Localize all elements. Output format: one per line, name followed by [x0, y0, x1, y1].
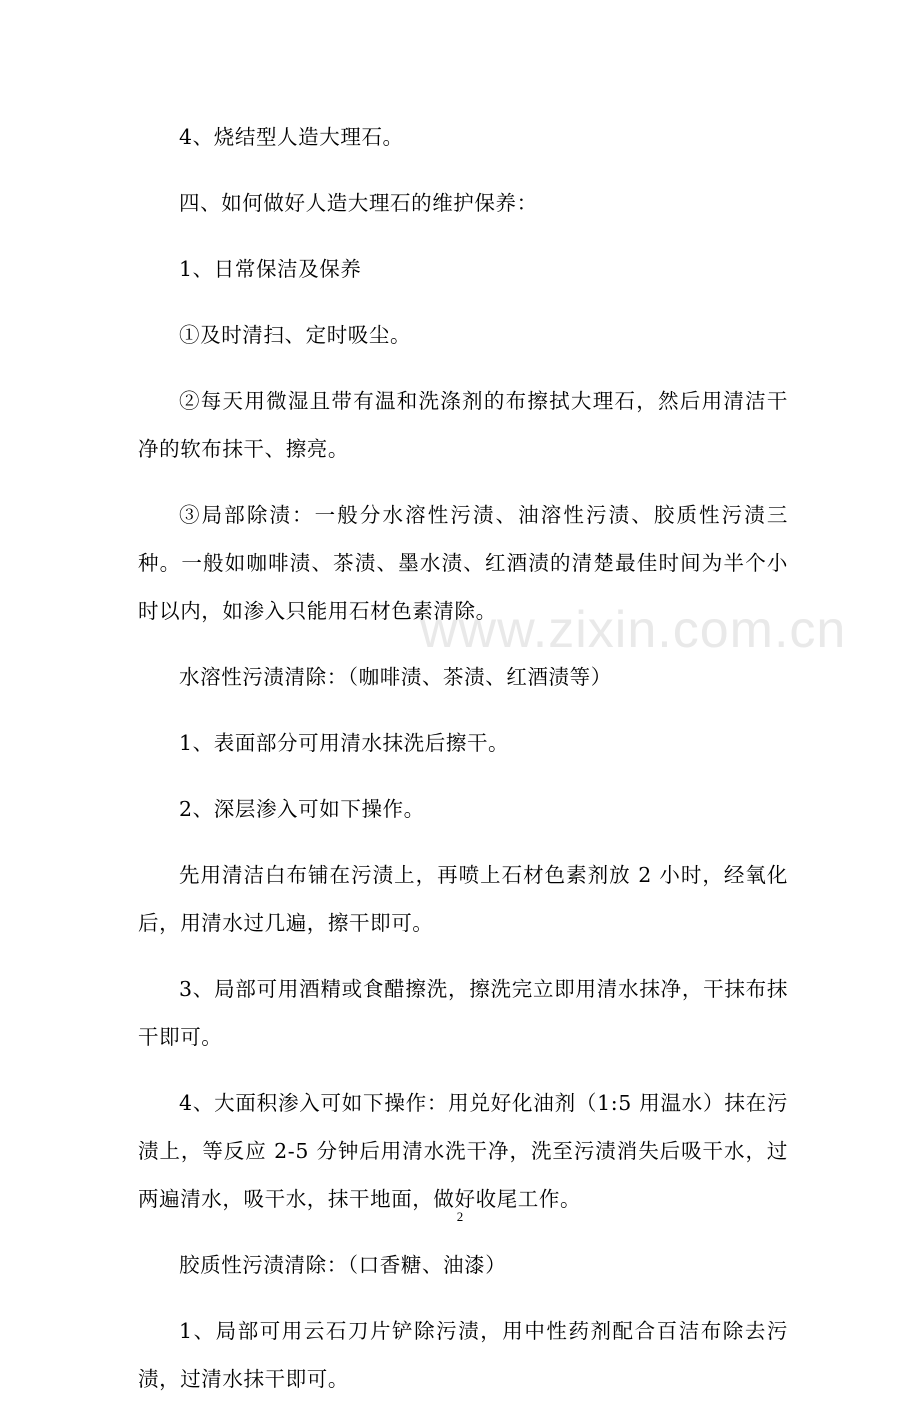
section-heading: 四、如何做好人造大理石的维护保养：	[179, 191, 538, 215]
paragraph: 先用清洁白布铺在污渍上，再喷上石材色素剂放 2 小时，经氧化后，用清水过几遍，擦干即可。	[138, 863, 788, 935]
paragraph: 2、深层渗入可如下操作。	[179, 797, 425, 821]
paragraph: 1、表面部分可用清水抹洗后擦干。	[179, 731, 510, 755]
page-number: 2	[456, 1209, 464, 1224]
subheading: 1、日常保洁及保养	[179, 257, 362, 281]
paragraph: ②每天用微湿且带有温和洗涤剂的布擦拭大理石，然后用清洁干净的软布抹干、擦亮。	[138, 389, 788, 461]
paragraph: 4、大面积渗入可如下操作：用兑好化油剂（1:5 用温水）抹在污渍上，等反应 2-5 分钟后用清水洗干净，洗至污渍消失后吸干水，过两遍清水，吸干水，抹干地面，做好收尾工作。	[138, 1091, 788, 1211]
watermark: www.zixin.com.cn	[420, 601, 847, 659]
paragraph: ③局部除渍：一般分水溶性污渍、油溶性污渍、胶质性污渍三种。一般如咖啡渍、茶渍、墨水渍、红酒渍的清楚最佳时间为半个小时以内，如渗入只能用石材色素清除。	[138, 503, 788, 623]
subheading: 水溶性污渍清除：（咖啡渍、茶渍、红酒渍等）	[179, 665, 612, 689]
paragraph: 3、局部可用酒精或食醋擦洗，擦洗完立即用清水抹净，干抹布抹干即可。	[138, 977, 788, 1049]
paragraph: 1、局部可用云石刀片铲除污渍，用中性药剂配合百洁布除去污渍，过清水抹干即可。	[138, 1319, 788, 1391]
paragraph: ①及时清扫、定时吸尘。	[179, 323, 412, 347]
paragraph: 4、烧结型人造大理石。	[179, 125, 404, 149]
subheading: 胶质性污渍清除：（口香糖、油漆）	[179, 1253, 507, 1277]
